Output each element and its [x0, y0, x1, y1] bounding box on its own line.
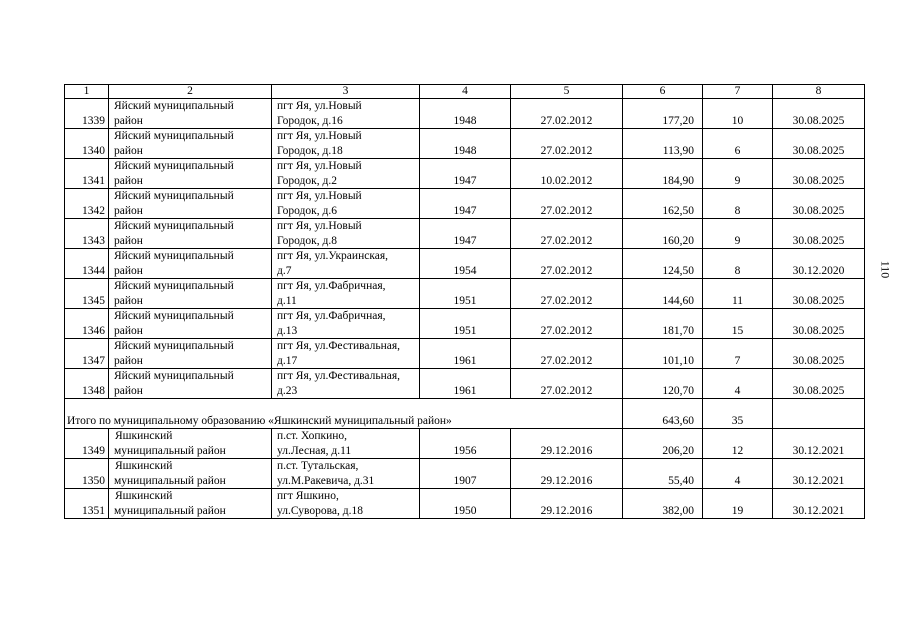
address-line-2: ул.Суворова, д.18: [277, 505, 363, 517]
municipality-line-1: Яйский муниципальный: [114, 160, 234, 172]
address-line-2: д.11: [277, 295, 297, 307]
address-cell: [272, 339, 420, 369]
address-line-1: пгт Яя, ул.Фабричная,: [277, 310, 386, 322]
row-number: 1344: [65, 249, 109, 279]
municipality-line-1: Яйский муниципальный: [114, 220, 234, 232]
deadline-cell: 30.08.2025: [773, 279, 865, 309]
address-line-1: п.ст. Хопкино,: [277, 430, 348, 442]
people-cell: 10: [703, 99, 773, 129]
municipality-line-2: район: [114, 265, 143, 277]
address-line-1: пгт Яя, ул.Новый: [277, 100, 362, 112]
municipality-line-1: Яйский муниципальный: [114, 310, 234, 322]
year-cell: 1956: [420, 429, 511, 459]
year-cell: 1961: [420, 369, 511, 399]
address-cell: [272, 279, 420, 309]
address-cell: [272, 309, 420, 339]
area-cell: 101,10: [623, 339, 703, 369]
area-cell: 55,40: [623, 459, 703, 489]
municipality-cell: [109, 279, 272, 309]
address-cell: [272, 489, 420, 519]
deadline-cell: 30.08.2025: [773, 159, 865, 189]
address-line-1: пгт Яя, ул.Новый: [277, 160, 362, 172]
column-number: 5: [511, 85, 623, 99]
table-row: [65, 99, 865, 129]
total-area: 643,60: [623, 399, 703, 429]
date-cell: 27.02.2012: [511, 369, 623, 399]
table-row: [65, 159, 865, 189]
people-cell: 7: [703, 339, 773, 369]
year-cell: 1948: [420, 99, 511, 129]
area-cell: 144,60: [623, 279, 703, 309]
people-cell: 6: [703, 129, 773, 159]
municipality-line-1: Яйский муниципальный: [114, 190, 234, 202]
address-line-2: д.23: [277, 385, 298, 397]
year-cell: 1947: [420, 219, 511, 249]
table-row: [65, 189, 865, 219]
address-cell: [272, 189, 420, 219]
deadline-cell: 30.08.2025: [773, 129, 865, 159]
municipality-line-2: муниципальный район: [114, 445, 226, 457]
address-line-2: д.7: [277, 265, 292, 277]
year-cell: 1948: [420, 129, 511, 159]
people-cell: 12: [703, 429, 773, 459]
municipality-line-1: Яйский муниципальный: [114, 280, 234, 292]
column-number: 4: [420, 85, 511, 99]
row-number: 1346: [65, 309, 109, 339]
municipality-line-1: Яйский муниципальный: [114, 370, 234, 382]
municipality-cell: [109, 459, 272, 489]
column-number: 2: [109, 85, 272, 99]
table-row: [65, 429, 865, 459]
address-cell: [272, 219, 420, 249]
area-cell: 120,70: [623, 369, 703, 399]
area-cell: 177,20: [623, 99, 703, 129]
address-line-1: пгт Яшкино,: [277, 490, 339, 502]
municipality-line-1: Яшкинский: [115, 490, 173, 502]
people-cell: 4: [703, 369, 773, 399]
date-cell: 27.02.2012: [511, 339, 623, 369]
address-cell: [272, 459, 420, 489]
area-cell: 162,50: [623, 189, 703, 219]
address-line-2: Городок, д.8: [277, 235, 337, 247]
table-body: [65, 85, 865, 519]
address-cell: [272, 369, 420, 399]
address-line-1: пгт Яя, ул.Новый: [277, 130, 362, 142]
people-cell: 15: [703, 309, 773, 339]
address-cell: [272, 129, 420, 159]
column-number: 6: [623, 85, 703, 99]
deadline-cell: 30.08.2025: [773, 189, 865, 219]
column-number: 7: [703, 85, 773, 99]
address-cell: [272, 249, 420, 279]
table-row: [65, 279, 865, 309]
table-row: [65, 459, 865, 489]
date-cell: 29.12.2016: [511, 489, 623, 519]
year-cell: 1947: [420, 159, 511, 189]
row-number: 1347: [65, 339, 109, 369]
address-line-2: Городок, д.18: [277, 145, 343, 157]
area-cell: 206,20: [623, 429, 703, 459]
year-cell: 1954: [420, 249, 511, 279]
column-number: 3: [272, 85, 420, 99]
year-cell: 1950: [420, 489, 511, 519]
column-number: 1: [65, 85, 109, 99]
municipality-line-2: район: [114, 205, 143, 217]
row-number: 1341: [65, 159, 109, 189]
column-number: 8: [773, 85, 865, 99]
municipality-cell: [109, 159, 272, 189]
date-cell: 27.02.2012: [511, 189, 623, 219]
municipality-cell: [109, 339, 272, 369]
address-line-1: пгт Яя, ул.Украинская,: [277, 250, 389, 262]
year-cell: 1907: [420, 459, 511, 489]
row-number: 1340: [65, 129, 109, 159]
municipality-line-2: район: [114, 325, 143, 337]
people-cell: 8: [703, 189, 773, 219]
address-line-2: Городок, д.6: [277, 205, 337, 217]
year-cell: 1947: [420, 189, 511, 219]
deadline-cell: 30.12.2021: [773, 459, 865, 489]
column-number-header-row: [65, 85, 865, 99]
municipality-line-2: район: [114, 175, 143, 187]
address-line-2: Городок, д.2: [277, 175, 337, 187]
address-line-2: д.17: [277, 355, 298, 367]
municipality-line-1: Яйский муниципальный: [114, 250, 234, 262]
table-row: [65, 339, 865, 369]
row-number: 1350: [65, 459, 109, 489]
municipality-cell: [109, 99, 272, 129]
deadline-cell: 30.12.2021: [773, 429, 865, 459]
row-number: 1349: [65, 429, 109, 459]
municipality-line-2: район: [114, 385, 143, 397]
address-line-1: пгт Яя, ул.Фабричная,: [277, 280, 386, 292]
people-cell: 8: [703, 249, 773, 279]
deadline-cell: 30.08.2025: [773, 309, 865, 339]
total-row: [65, 399, 865, 429]
row-number: 1348: [65, 369, 109, 399]
area-cell: 124,50: [623, 249, 703, 279]
area-cell: 184,90: [623, 159, 703, 189]
date-cell: 27.02.2012: [511, 99, 623, 129]
date-cell: 29.12.2016: [511, 429, 623, 459]
date-cell: 27.02.2012: [511, 129, 623, 159]
municipality-line-2: район: [114, 235, 143, 247]
address-line-2: ул.М.Ракевича, д.31: [277, 475, 375, 487]
address-line-1: п.ст. Тутальская,: [277, 460, 359, 472]
municipality-cell: [109, 129, 272, 159]
deadline-cell: 30.12.2021: [773, 489, 865, 519]
municipality-line-2: муниципальный район: [114, 475, 226, 487]
table-row: [65, 249, 865, 279]
address-line-2: д.13: [277, 325, 298, 337]
address-line-2: Городок, д.16: [277, 115, 343, 127]
address-line-1: пгт Яя, ул.Новый: [277, 220, 362, 232]
deadline-cell: 30.08.2025: [773, 339, 865, 369]
municipality-cell: [109, 489, 272, 519]
table-row: [65, 219, 865, 249]
table-row: [65, 129, 865, 159]
table-row: [65, 369, 865, 399]
date-cell: 27.02.2012: [511, 279, 623, 309]
total-people: 35: [703, 399, 773, 429]
people-cell: 11: [703, 279, 773, 309]
municipality-cell: [109, 309, 272, 339]
row-number: 1345: [65, 279, 109, 309]
total-label: Итого по муниципальному образованию «Яшкинский муниципальный район»: [65, 399, 623, 429]
total-empty-cell: [773, 399, 865, 429]
municipality-cell: [109, 369, 272, 399]
people-cell: 19: [703, 489, 773, 519]
deadline-cell: 30.12.2020: [773, 249, 865, 279]
date-cell: 29.12.2016: [511, 459, 623, 489]
address-line-1: пгт Яя, ул.Фестивальная,: [277, 370, 400, 382]
municipality-line-2: район: [114, 145, 143, 157]
address-cell: [272, 159, 420, 189]
municipality-line-2: район: [114, 355, 143, 367]
table-row: [65, 489, 865, 519]
date-cell: 27.02.2012: [511, 219, 623, 249]
row-number: 1351: [65, 489, 109, 519]
municipality-line-1: Яйский муниципальный: [114, 340, 234, 352]
area-cell: 113,90: [623, 129, 703, 159]
year-cell: 1961: [420, 339, 511, 369]
municipality-line-1: Яйский муниципальный: [114, 130, 234, 142]
deadline-cell: 30.08.2025: [773, 99, 865, 129]
table-row: [65, 309, 865, 339]
municipality-line-2: район: [114, 295, 143, 307]
deadline-cell: 30.08.2025: [773, 369, 865, 399]
housing-table: [64, 84, 865, 519]
municipality-cell: [109, 429, 272, 459]
people-cell: 9: [703, 219, 773, 249]
address-cell: [272, 429, 420, 459]
municipality-line-1: Яшкинский: [115, 430, 173, 442]
municipality-cell: [109, 249, 272, 279]
area-cell: 160,20: [623, 219, 703, 249]
year-cell: 1951: [420, 309, 511, 339]
municipality-line-1: Яшкинский: [115, 460, 173, 472]
row-number: 1343: [65, 219, 109, 249]
date-cell: 27.02.2012: [511, 309, 623, 339]
date-cell: 27.02.2012: [511, 249, 623, 279]
municipality-line-2: муниципальный район: [114, 505, 226, 517]
address-line-2: ул.Лесная, д.11: [277, 445, 352, 457]
deadline-cell: 30.08.2025: [773, 219, 865, 249]
people-cell: 9: [703, 159, 773, 189]
page-number: 110: [878, 260, 893, 279]
people-cell: 4: [703, 459, 773, 489]
address-line-1: пгт Яя, ул.Фестивальная,: [277, 340, 400, 352]
area-cell: 181,70: [623, 309, 703, 339]
address-line-1: пгт Яя, ул.Новый: [277, 190, 362, 202]
year-cell: 1951: [420, 279, 511, 309]
row-number: 1342: [65, 189, 109, 219]
area-cell: 382,00: [623, 489, 703, 519]
municipality-cell: [109, 219, 272, 249]
address-cell: [272, 99, 420, 129]
date-cell: 10.02.2012: [511, 159, 623, 189]
municipality-cell: [109, 189, 272, 219]
municipality-line-2: район: [114, 115, 143, 127]
row-number: 1339: [65, 99, 109, 129]
municipality-line-1: Яйский муниципальный: [114, 100, 234, 112]
